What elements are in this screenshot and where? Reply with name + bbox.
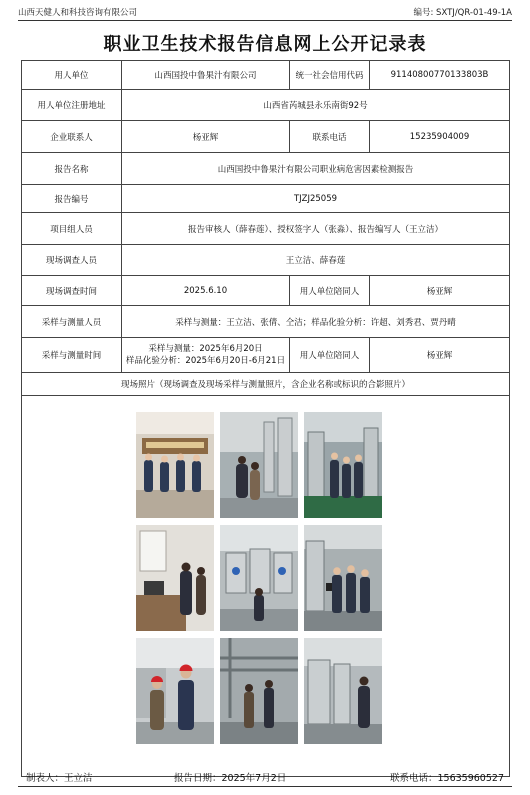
sampling-time-value <box>122 338 290 373</box>
document-footer <box>18 770 512 784</box>
report-name-label: 报告名称 <box>22 153 122 185</box>
photo-workshop-inspection-1 <box>220 412 298 518</box>
employer-value: 山西国投中鲁果汁有限公司 <box>122 61 290 90</box>
photo-grid <box>136 412 382 744</box>
address-value: 山西省芮城县永乐南街92号 <box>122 90 510 121</box>
team-label: 项目组人员 <box>22 213 122 245</box>
credit-code-label: 统一社会信用代码 <box>290 61 370 90</box>
team-value: 报告审核人（薛春莲）、授权签字人（张淼）、报告编写人（王立洁） <box>122 213 510 245</box>
sampling-time-line2: 样品化验分析：2025年6月20日-6月21日 <box>125 356 286 366</box>
escort2-label: 用人单位陪同人 <box>290 338 370 373</box>
header-divider <box>18 20 512 21</box>
photo-pipeline-area <box>220 638 298 744</box>
sampling-staff-label: 采样与测量人员 <box>22 306 122 338</box>
footer-phone: 联系电话：15635960527 <box>390 773 504 784</box>
photo-tank-area <box>304 638 382 744</box>
footer-report-date: 报告日期：2025年7月2日 <box>174 773 287 784</box>
page-title: 职业卫生技术报告信息网上公开记录表 <box>103 34 427 55</box>
photos-label: 现场照片（现场调查及现场采样与测量照片，含企业名称或标识的合影照片） <box>22 373 510 396</box>
header-company: 山西天健人和科技咨询有限公司 <box>18 8 138 18</box>
survey-time-label: 现场调查时间 <box>22 276 122 306</box>
sampling-time-label: 采样与测量时间 <box>22 338 122 373</box>
photo-workshop-inspection-2 <box>304 412 382 518</box>
survey-staff-label: 现场调查人员 <box>22 245 122 276</box>
phone-value: 15235904009 <box>370 121 510 153</box>
photo-sampling-meter <box>304 525 382 631</box>
escort-label: 用人单位陪同人 <box>290 276 370 306</box>
contact-label: 企业联系人 <box>22 121 122 153</box>
sampling-time-line1: 采样与测量：2025年6月20日 <box>148 344 263 354</box>
photo-equipment-room <box>220 525 298 631</box>
photo-workers-red-helmets <box>136 638 214 744</box>
address-label: 用人单位注册地址 <box>22 90 122 121</box>
photos-cell <box>22 396 510 777</box>
photo-office-desk <box>136 525 214 631</box>
footer-preparer: 制表人：王立洁 <box>26 773 93 784</box>
credit-code-value: 91140800770133803B <box>370 61 510 90</box>
footer-divider <box>18 786 512 787</box>
escort2-value: 杨亚辉 <box>370 338 510 373</box>
escort-value: 杨亚辉 <box>370 276 510 306</box>
survey-time-value: 2025.6.10 <box>122 276 290 306</box>
document-header <box>18 6 512 20</box>
survey-staff-value: 王立洁、薛春莲 <box>122 245 510 276</box>
employer-label: 用人单位 <box>22 61 122 90</box>
contact-value: 杨亚辉 <box>122 121 290 153</box>
report-no-value: TJZJ25059 <box>122 185 510 213</box>
report-name-value: 山西国投中鲁果汁有限公司职业病危害因素检测报告 <box>122 153 510 185</box>
photo-group-at-entrance <box>136 412 214 518</box>
record-table <box>21 60 510 777</box>
phone-label: 联系电话 <box>290 121 370 153</box>
sampling-staff-value: 采样与测量：王立洁、张倩、仝洁；样品化验分析：许超、刘秀君、贾丹晴 <box>122 306 510 338</box>
header-doc-code: 编号: SXTJ/QR-01-49-1A <box>413 8 512 18</box>
report-no-label: 报告编号 <box>22 185 122 213</box>
